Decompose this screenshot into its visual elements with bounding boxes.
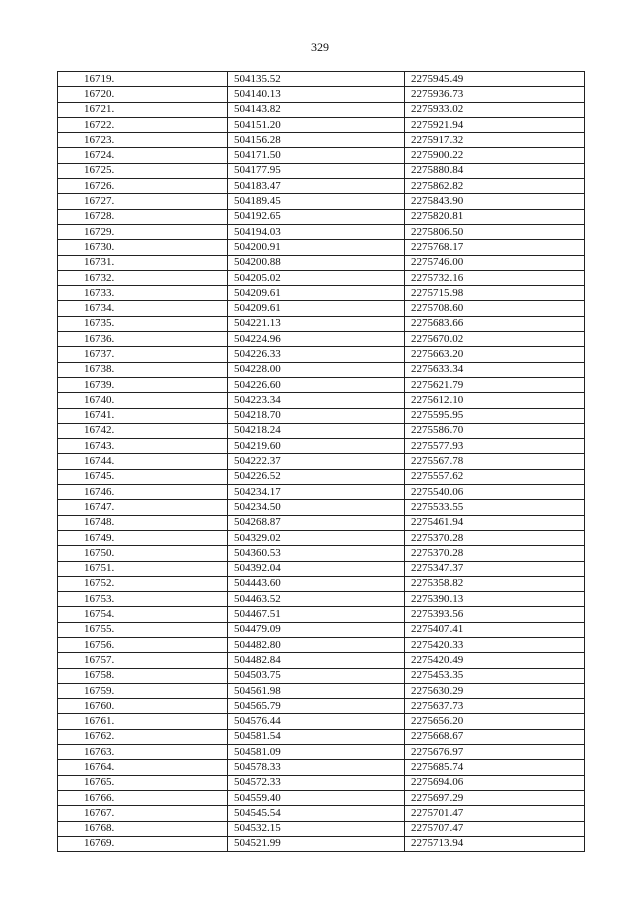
y-coordinate-cell: 2275540.06 [405,485,585,500]
y-coordinate-cell: 2275701.47 [405,806,585,821]
x-coordinate-cell: 504209.61 [228,286,405,301]
x-coordinate-cell: 504224.96 [228,332,405,347]
y-coordinate-cell: 2275746.00 [405,255,585,270]
point-number-cell: 16745. [58,469,228,484]
point-number-cell: 16753. [58,592,228,607]
y-coordinate-cell: 2275668.67 [405,729,585,744]
x-coordinate-cell: 504572.33 [228,775,405,790]
y-coordinate-cell: 2275713.94 [405,836,585,851]
point-number-cell: 16754. [58,607,228,622]
y-coordinate-cell: 2275921.94 [405,117,585,132]
table-row [58,301,585,316]
x-coordinate-cell: 504183.47 [228,179,405,194]
point-number-cell: 16760. [58,699,228,714]
table-row [58,439,585,454]
point-number-cell: 16727. [58,194,228,209]
point-number-cell: 16733. [58,286,228,301]
point-number-cell: 16748. [58,515,228,530]
table-row [58,316,585,331]
y-coordinate-cell: 2275461.94 [405,515,585,530]
y-coordinate-cell: 2275637.73 [405,699,585,714]
x-coordinate-cell: 504234.50 [228,500,405,515]
y-coordinate-cell: 2275708.60 [405,301,585,316]
x-coordinate-cell: 504443.60 [228,576,405,591]
x-coordinate-cell: 504135.52 [228,72,405,87]
table-row [58,332,585,347]
point-number-cell: 16765. [58,775,228,790]
table-row [58,270,585,285]
point-number-cell: 16726. [58,179,228,194]
y-coordinate-cell: 2275917.32 [405,133,585,148]
x-coordinate-cell: 504177.95 [228,163,405,178]
point-number-cell: 16720. [58,87,228,102]
y-coordinate-cell: 2275370.28 [405,546,585,561]
coordinates-table [57,71,585,852]
table-row [58,362,585,377]
point-number-cell: 16746. [58,485,228,500]
point-number-cell: 16752. [58,576,228,591]
table-row [58,790,585,805]
x-coordinate-cell: 504218.24 [228,423,405,438]
y-coordinate-cell: 2275676.97 [405,745,585,760]
point-number-cell: 16751. [58,561,228,576]
table-row [58,286,585,301]
x-coordinate-cell: 504581.54 [228,729,405,744]
table-row [58,377,585,392]
y-coordinate-cell: 2275347.37 [405,561,585,576]
point-number-cell: 16767. [58,806,228,821]
y-coordinate-cell: 2275557.62 [405,469,585,484]
y-coordinate-cell: 2275621.79 [405,377,585,392]
x-coordinate-cell: 504228.00 [228,362,405,377]
x-coordinate-cell: 504219.60 [228,439,405,454]
x-coordinate-cell: 504143.82 [228,102,405,117]
table-row [58,224,585,239]
point-number-cell: 16735. [58,316,228,331]
point-number-cell: 16743. [58,439,228,454]
point-number-cell: 16723. [58,133,228,148]
y-coordinate-cell: 2275656.20 [405,714,585,729]
x-coordinate-cell: 504360.53 [228,546,405,561]
table-row [58,546,585,561]
table-row [58,423,585,438]
y-coordinate-cell: 2275862.82 [405,179,585,194]
table-row [58,836,585,851]
x-coordinate-cell: 504226.52 [228,469,405,484]
x-coordinate-cell: 504226.60 [228,377,405,392]
table-row [58,469,585,484]
y-coordinate-cell: 2275370.28 [405,530,585,545]
y-coordinate-cell: 2275694.06 [405,775,585,790]
point-number-cell: 16768. [58,821,228,836]
y-coordinate-cell: 2275567.78 [405,454,585,469]
x-coordinate-cell: 504463.52 [228,592,405,607]
x-coordinate-cell: 504226.33 [228,347,405,362]
point-number-cell: 16741. [58,408,228,423]
table-row [58,117,585,132]
x-coordinate-cell: 504581.09 [228,745,405,760]
point-number-cell: 16742. [58,423,228,438]
x-coordinate-cell: 504222.37 [228,454,405,469]
table-row [58,760,585,775]
y-coordinate-cell: 2275685.74 [405,760,585,775]
table-row [58,515,585,530]
point-number-cell: 16769. [58,836,228,851]
point-number-cell: 16757. [58,653,228,668]
x-coordinate-cell: 504189.45 [228,194,405,209]
table-row [58,500,585,515]
table-row [58,87,585,102]
y-coordinate-cell: 2275420.49 [405,653,585,668]
y-coordinate-cell: 2275806.50 [405,224,585,239]
y-coordinate-cell: 2275393.56 [405,607,585,622]
y-coordinate-cell: 2275707.47 [405,821,585,836]
y-coordinate-cell: 2275683.66 [405,316,585,331]
table-row [58,408,585,423]
x-coordinate-cell: 504171.50 [228,148,405,163]
y-coordinate-cell: 2275612.10 [405,393,585,408]
point-number-cell: 16736. [58,332,228,347]
y-coordinate-cell: 2275390.13 [405,592,585,607]
y-coordinate-cell: 2275670.02 [405,332,585,347]
point-number-cell: 16761. [58,714,228,729]
x-coordinate-cell: 504565.79 [228,699,405,714]
x-coordinate-cell: 504503.75 [228,668,405,683]
point-number-cell: 16734. [58,301,228,316]
table-row [58,179,585,194]
point-number-cell: 16762. [58,729,228,744]
point-number-cell: 16759. [58,683,228,698]
x-coordinate-cell: 504194.03 [228,224,405,239]
y-coordinate-cell: 2275820.81 [405,209,585,224]
y-coordinate-cell: 2275945.49 [405,72,585,87]
x-coordinate-cell: 504218.70 [228,408,405,423]
table-row [58,637,585,652]
y-coordinate-cell: 2275732.16 [405,270,585,285]
table-row [58,485,585,500]
y-coordinate-cell: 2275768.17 [405,240,585,255]
table-row [58,240,585,255]
point-number-cell: 16758. [58,668,228,683]
y-coordinate-cell: 2275453.35 [405,668,585,683]
point-number-cell: 16749. [58,530,228,545]
point-number-cell: 16724. [58,148,228,163]
y-coordinate-cell: 2275880.84 [405,163,585,178]
point-number-cell: 16730. [58,240,228,255]
x-coordinate-cell: 504576.44 [228,714,405,729]
y-coordinate-cell: 2275936.73 [405,87,585,102]
point-number-cell: 16725. [58,163,228,178]
point-number-cell: 16728. [58,209,228,224]
table-row [58,561,585,576]
table-row [58,622,585,637]
y-coordinate-cell: 2275586.70 [405,423,585,438]
point-number-cell: 16739. [58,377,228,392]
y-coordinate-cell: 2275358.82 [405,576,585,591]
table-row [58,668,585,683]
x-coordinate-cell: 504200.91 [228,240,405,255]
x-coordinate-cell: 504156.28 [228,133,405,148]
table-row [58,714,585,729]
point-number-cell: 16763. [58,745,228,760]
point-number-cell: 16732. [58,270,228,285]
x-coordinate-cell: 504479.09 [228,622,405,637]
x-coordinate-cell: 504559.40 [228,790,405,805]
y-coordinate-cell: 2275533.55 [405,500,585,515]
table-row [58,148,585,163]
y-coordinate-cell: 2275663.20 [405,347,585,362]
x-coordinate-cell: 504545.54 [228,806,405,821]
table-row [58,729,585,744]
point-number-cell: 16738. [58,362,228,377]
y-coordinate-cell: 2275407.41 [405,622,585,637]
table-row [58,806,585,821]
x-coordinate-cell: 504223.34 [228,393,405,408]
point-number-cell: 16719. [58,72,228,87]
point-number-cell: 16764. [58,760,228,775]
x-coordinate-cell: 504482.80 [228,637,405,652]
point-number-cell: 16737. [58,347,228,362]
y-coordinate-cell: 2275420.33 [405,637,585,652]
point-number-cell: 16721. [58,102,228,117]
table-row [58,530,585,545]
x-coordinate-cell: 504392.04 [228,561,405,576]
table-row [58,454,585,469]
table-row [58,576,585,591]
point-number-cell: 16756. [58,637,228,652]
table-row [58,745,585,760]
point-number-cell: 16766. [58,790,228,805]
y-coordinate-cell: 2275843.90 [405,194,585,209]
x-coordinate-cell: 504482.84 [228,653,405,668]
table-row [58,255,585,270]
x-coordinate-cell: 504329.02 [228,530,405,545]
table-row [58,72,585,87]
point-number-cell: 16731. [58,255,228,270]
table-row [58,194,585,209]
coordinates-table-body [58,72,585,852]
table-row [58,592,585,607]
x-coordinate-cell: 504205.02 [228,270,405,285]
page-number: 329 [311,40,329,54]
x-coordinate-cell: 504234.17 [228,485,405,500]
y-coordinate-cell: 2275577.93 [405,439,585,454]
table-row [58,393,585,408]
y-coordinate-cell: 2275697.29 [405,790,585,805]
table-row [58,347,585,362]
x-coordinate-cell: 504561.98 [228,683,405,698]
x-coordinate-cell: 504532.15 [228,821,405,836]
x-coordinate-cell: 504221.13 [228,316,405,331]
table-row [58,102,585,117]
x-coordinate-cell: 504192.65 [228,209,405,224]
y-coordinate-cell: 2275595.95 [405,408,585,423]
x-coordinate-cell: 504140.13 [228,87,405,102]
point-number-cell: 16750. [58,546,228,561]
point-number-cell: 16740. [58,393,228,408]
table-row [58,607,585,622]
table-row [58,653,585,668]
y-coordinate-cell: 2275715.98 [405,286,585,301]
x-coordinate-cell: 504151.20 [228,117,405,132]
point-number-cell: 16747. [58,500,228,515]
x-coordinate-cell: 504268.87 [228,515,405,530]
point-number-cell: 16722. [58,117,228,132]
table-row [58,163,585,178]
y-coordinate-cell: 2275630.29 [405,683,585,698]
x-coordinate-cell: 504209.61 [228,301,405,316]
table-row [58,821,585,836]
table-row [58,699,585,714]
x-coordinate-cell: 504521.99 [228,836,405,851]
y-coordinate-cell: 2275933.02 [405,102,585,117]
x-coordinate-cell: 504467.51 [228,607,405,622]
y-coordinate-cell: 2275633.34 [405,362,585,377]
point-number-cell: 16755. [58,622,228,637]
table-row [58,133,585,148]
y-coordinate-cell: 2275900.22 [405,148,585,163]
table-row [58,775,585,790]
x-coordinate-cell: 504578.33 [228,760,405,775]
table-row [58,683,585,698]
point-number-cell: 16729. [58,224,228,239]
point-number-cell: 16744. [58,454,228,469]
x-coordinate-cell: 504200.88 [228,255,405,270]
table-row [58,209,585,224]
